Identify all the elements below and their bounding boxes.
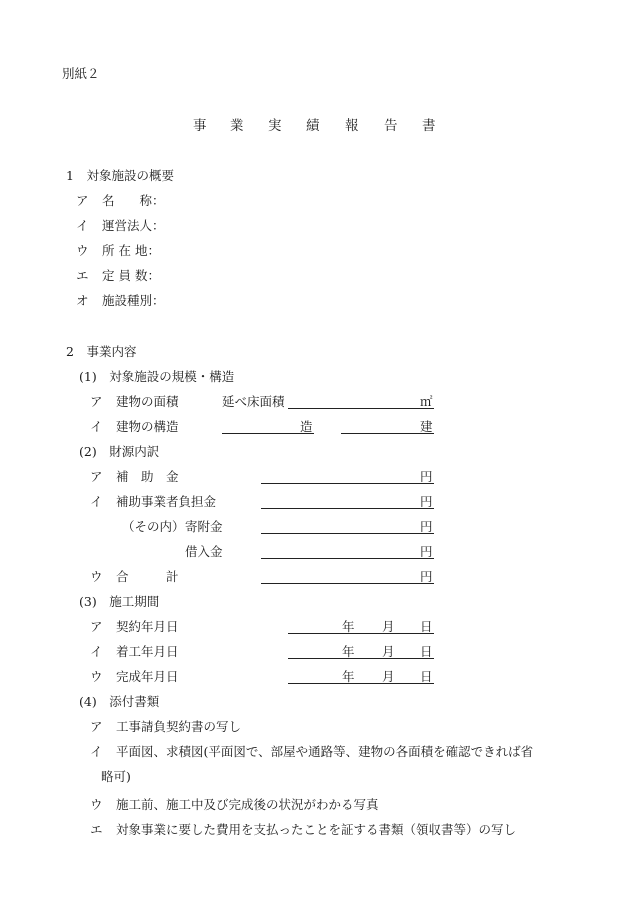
burden-marker: イ <box>90 494 103 509</box>
title-char: 告 <box>384 118 398 134</box>
section1-marker: オ <box>76 293 89 308</box>
annex-label: 別紙２ <box>62 66 100 81</box>
loan-label: 借入金 <box>185 544 223 559</box>
document-title <box>0 118 630 136</box>
section1-marker: ウ <box>76 243 89 258</box>
section2-heading: 2 事業内容 <box>66 344 137 359</box>
donation-field[interactable] <box>261 533 434 534</box>
attachment-item: 施工前、施工中及び完成後の状況がわかる写真 <box>116 797 379 812</box>
loan-field[interactable] <box>261 558 434 559</box>
facility-name-label: 名 称： <box>102 193 165 208</box>
start-date-label: 着工年月日 <box>116 644 179 659</box>
subsidy-field[interactable] <box>261 483 434 484</box>
burden-unit: 円 <box>420 494 433 509</box>
section1-marker: エ <box>76 268 89 283</box>
attachment-item-continued: 略可) <box>101 769 131 784</box>
title-char: 績 <box>306 118 320 134</box>
title-char: 報 <box>345 118 359 134</box>
structure-label: 建物の構造 <box>116 419 179 434</box>
sub2-heading: (2) 財源内訳 <box>79 444 160 459</box>
start-date-field[interactable] <box>288 658 434 659</box>
day-unit: 日 <box>420 619 433 634</box>
loan-unit: 円 <box>420 544 433 559</box>
contract-marker: ア <box>90 619 103 634</box>
operator-label: 運営法人： <box>102 218 165 233</box>
attachment-marker: エ <box>90 822 103 837</box>
total-field[interactable] <box>261 583 434 584</box>
year-unit: 年 <box>342 619 355 634</box>
year-unit: 年 <box>342 644 355 659</box>
capacity-label: 定 員 数： <box>102 268 160 283</box>
structure-unit: 造 <box>300 419 313 434</box>
year-unit: 年 <box>342 669 355 684</box>
sub3-heading: (3) 施工期間 <box>79 594 160 609</box>
complete-marker: ウ <box>90 669 103 684</box>
area-marker: ア <box>90 394 103 409</box>
floor-area-label: 延べ床面積 <box>222 394 285 409</box>
subsidy-unit: 円 <box>420 469 433 484</box>
day-unit: 日 <box>420 644 433 659</box>
attachment-item: 工事請負契約書の写し <box>116 719 242 734</box>
donation-prefix: （その内） <box>122 519 185 534</box>
burden-label: 補助事業者負担金 <box>116 494 217 509</box>
month-unit: 月 <box>382 644 395 659</box>
total-unit: 円 <box>420 569 433 584</box>
subsidy-marker: ア <box>90 469 103 484</box>
burden-field[interactable] <box>261 508 434 509</box>
floor-area-field[interactable] <box>288 408 434 409</box>
completion-date-label: 完成年月日 <box>116 669 179 684</box>
total-label: 合 計 <box>116 569 179 584</box>
day-unit: 日 <box>420 669 433 684</box>
title-char: 書 <box>422 118 436 134</box>
start-marker: イ <box>90 644 103 659</box>
title-char: 業 <box>230 118 244 134</box>
total-marker: ウ <box>90 569 103 584</box>
attachment-marker: イ <box>90 744 103 759</box>
title-char: 実 <box>268 118 282 134</box>
donation-label: 寄附金 <box>185 519 223 534</box>
attachment-item: 平面図、求積図(平面図で、部屋や通路等、建物の各面積を確認できれば省 <box>116 744 534 759</box>
contract-date-label: 契約年月日 <box>116 619 179 634</box>
contract-date-field[interactable] <box>288 633 434 634</box>
section1-marker: ア <box>76 193 89 208</box>
attachment-marker: ウ <box>90 797 103 812</box>
address-label: 所 在 地： <box>102 243 160 258</box>
completion-date-field[interactable] <box>288 683 434 684</box>
section1-marker: イ <box>76 218 89 233</box>
area-unit: ㎡ <box>420 394 433 409</box>
donation-unit: 円 <box>420 519 433 534</box>
storeys-unit: 建 <box>420 419 433 434</box>
subsidy-label: 補 助 金 <box>116 469 179 484</box>
sub4-heading: (4) 添付書類 <box>79 694 160 709</box>
facility-type-label: 施設種別： <box>102 293 165 308</box>
title-char: 事 <box>193 118 207 134</box>
month-unit: 月 <box>382 619 395 634</box>
area-label: 建物の面積 <box>116 394 179 409</box>
month-unit: 月 <box>382 669 395 684</box>
attachment-item: 対象事業に要した費用を支払ったことを証する書類（領収書等）の写し <box>116 822 517 837</box>
section1-heading: 1 対象施設の概要 <box>66 168 174 183</box>
structure-marker: イ <box>90 419 103 434</box>
sub1-heading: (1) 対象施設の規模・構造 <box>79 369 235 384</box>
attachment-marker: ア <box>90 719 103 734</box>
